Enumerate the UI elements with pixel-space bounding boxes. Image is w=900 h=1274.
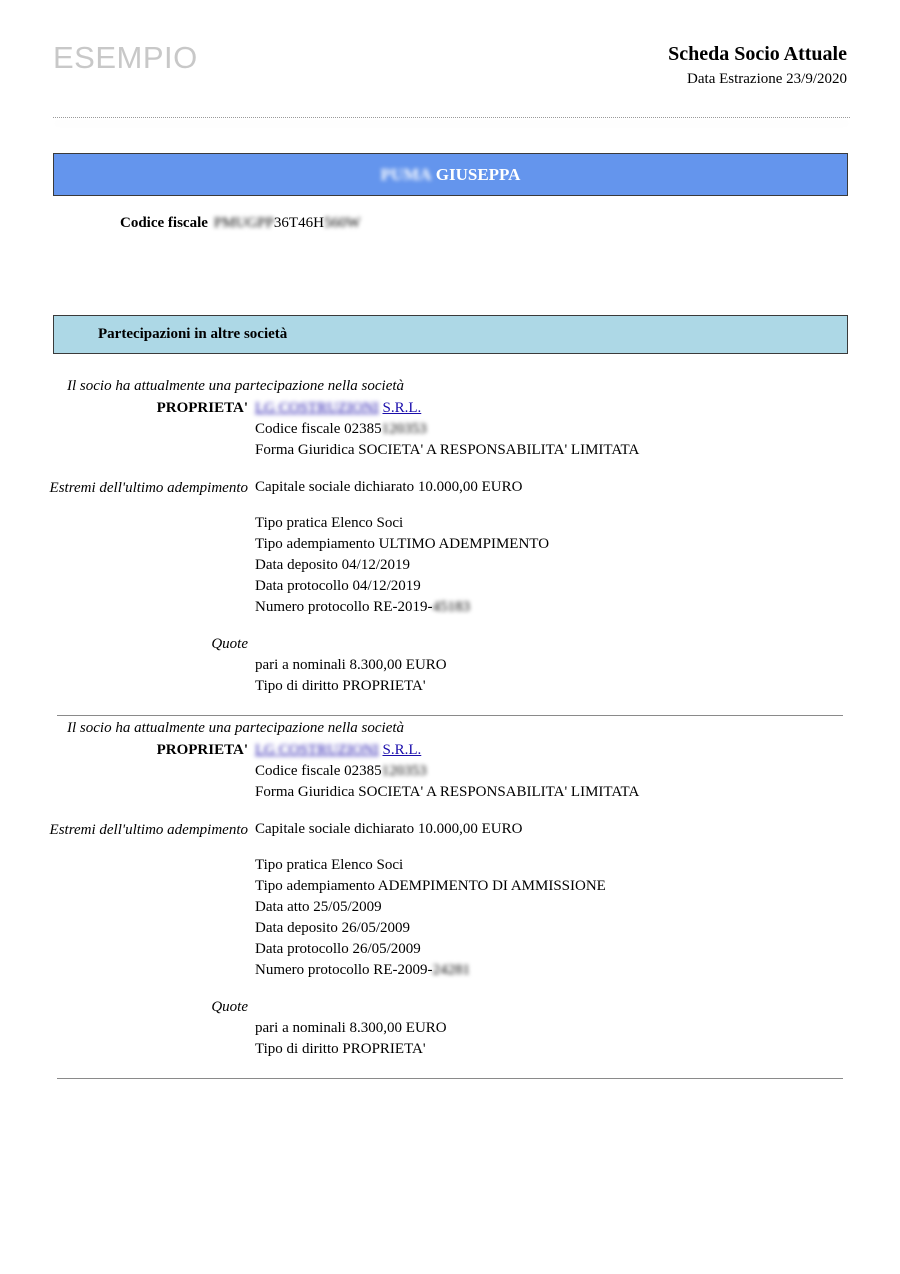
legal-form: Forma Giuridica SOCIETA' A RESPONSABILITA' LIMITATA — [255, 442, 640, 458]
redacted-company-tax-code: 120353 — [381, 763, 427, 779]
section-title: Partecipazioni in altre società — [98, 326, 288, 342]
company-link[interactable] — [255, 400, 421, 417]
filing-line: Data protocollo 26/05/2009 — [255, 941, 421, 957]
extraction-date: Data Estrazione 23/9/2020 — [687, 71, 847, 87]
person-first-name: GIUSEPPA — [435, 164, 521, 184]
ownership-label: PROPRIETA' — [156, 742, 248, 758]
filing-line: Data atto 25/05/2009 — [255, 899, 382, 915]
filing-line: Data deposito 26/05/2009 — [255, 920, 410, 936]
filing-line: Tipo pratica Elenco Soci — [255, 857, 404, 873]
company-tax-code-visible: Codice fiscale 02385 — [255, 763, 382, 779]
redacted-tax-code-suffix: 560W — [323, 215, 361, 231]
redacted-protocol-number: 24281 — [432, 962, 470, 978]
filing-line: Tipo adempiamento ULTIMO ADEMPIMENTO — [255, 536, 550, 552]
ownership-label: PROPRIETA' — [156, 400, 248, 416]
participation-intro: Il socio ha attualmente una partecipazione nella società — [67, 720, 405, 736]
company-tax-code — [255, 421, 427, 438]
company-suffix[interactable]: S.R.L. — [382, 400, 422, 416]
participation-divider — [57, 715, 843, 716]
legal-form: Forma Giuridica SOCIETA' A RESPONSABILITA' LIMITATA — [255, 784, 640, 800]
filing-line: Data protocollo 04/12/2019 — [255, 578, 421, 594]
quote-label: Quote — [211, 636, 248, 652]
filing-line: Data deposito 04/12/2019 — [255, 557, 410, 573]
protocol-number-visible: Numero protocollo RE-2019- — [255, 599, 433, 615]
redacted-tax-code-prefix: PMUGPP — [213, 215, 274, 231]
filing-label: Estremi dell'ultimo adempimento — [49, 480, 248, 496]
person-tax-code — [120, 215, 361, 232]
quote-line: pari a nominali 8.300,00 EURO — [255, 657, 447, 673]
protocol-number — [255, 599, 470, 616]
redacted-company-name[interactable]: LG COSTRUZIONI — [255, 742, 379, 758]
redacted-company-name[interactable]: LG COSTRUZIONI — [255, 400, 379, 416]
header-divider — [53, 117, 850, 118]
participation-divider — [57, 1078, 843, 1079]
filing-label: Estremi dell'ultimo adempimento — [49, 822, 248, 838]
quote-line: pari a nominali 8.300,00 EURO — [255, 1020, 447, 1036]
filing-line: Capitale sociale dichiarato 10.000,00 EURO — [255, 821, 523, 837]
protocol-number-visible: Numero protocollo RE-2009- — [255, 962, 433, 978]
company-link[interactable] — [255, 742, 421, 759]
filing-line: Tipo pratica Elenco Soci — [255, 515, 404, 531]
page-title: Scheda Socio Attuale — [668, 43, 847, 65]
filing-line: Capitale sociale dichiarato 10.000,00 EURO — [255, 479, 523, 495]
section-header — [53, 315, 848, 354]
quote-label: Quote — [211, 999, 248, 1015]
person-name-bar — [53, 153, 848, 196]
company-suffix[interactable]: S.R.L. — [382, 742, 422, 758]
quote-line: Tipo di diritto PROPRIETA' — [255, 1041, 426, 1057]
watermark: ESEMPIO — [53, 40, 198, 75]
protocol-number — [255, 962, 470, 979]
redacted-company-tax-code: 120353 — [381, 421, 427, 437]
tax-code-visible: 36T46H — [273, 215, 324, 231]
company-tax-code — [255, 763, 427, 780]
quote-line: Tipo di diritto PROPRIETA' — [255, 678, 426, 694]
participation-intro: Il socio ha attualmente una partecipazione nella società — [67, 378, 405, 394]
company-tax-code-visible: Codice fiscale 02385 — [255, 421, 382, 437]
tax-code-label: Codice fiscale — [120, 215, 208, 231]
redacted-surname: PUMA — [380, 164, 432, 184]
filing-line: Tipo adempiamento ADEMPIMENTO DI AMMISSIONE — [255, 878, 606, 894]
redacted-protocol-number: 45183 — [432, 599, 470, 615]
